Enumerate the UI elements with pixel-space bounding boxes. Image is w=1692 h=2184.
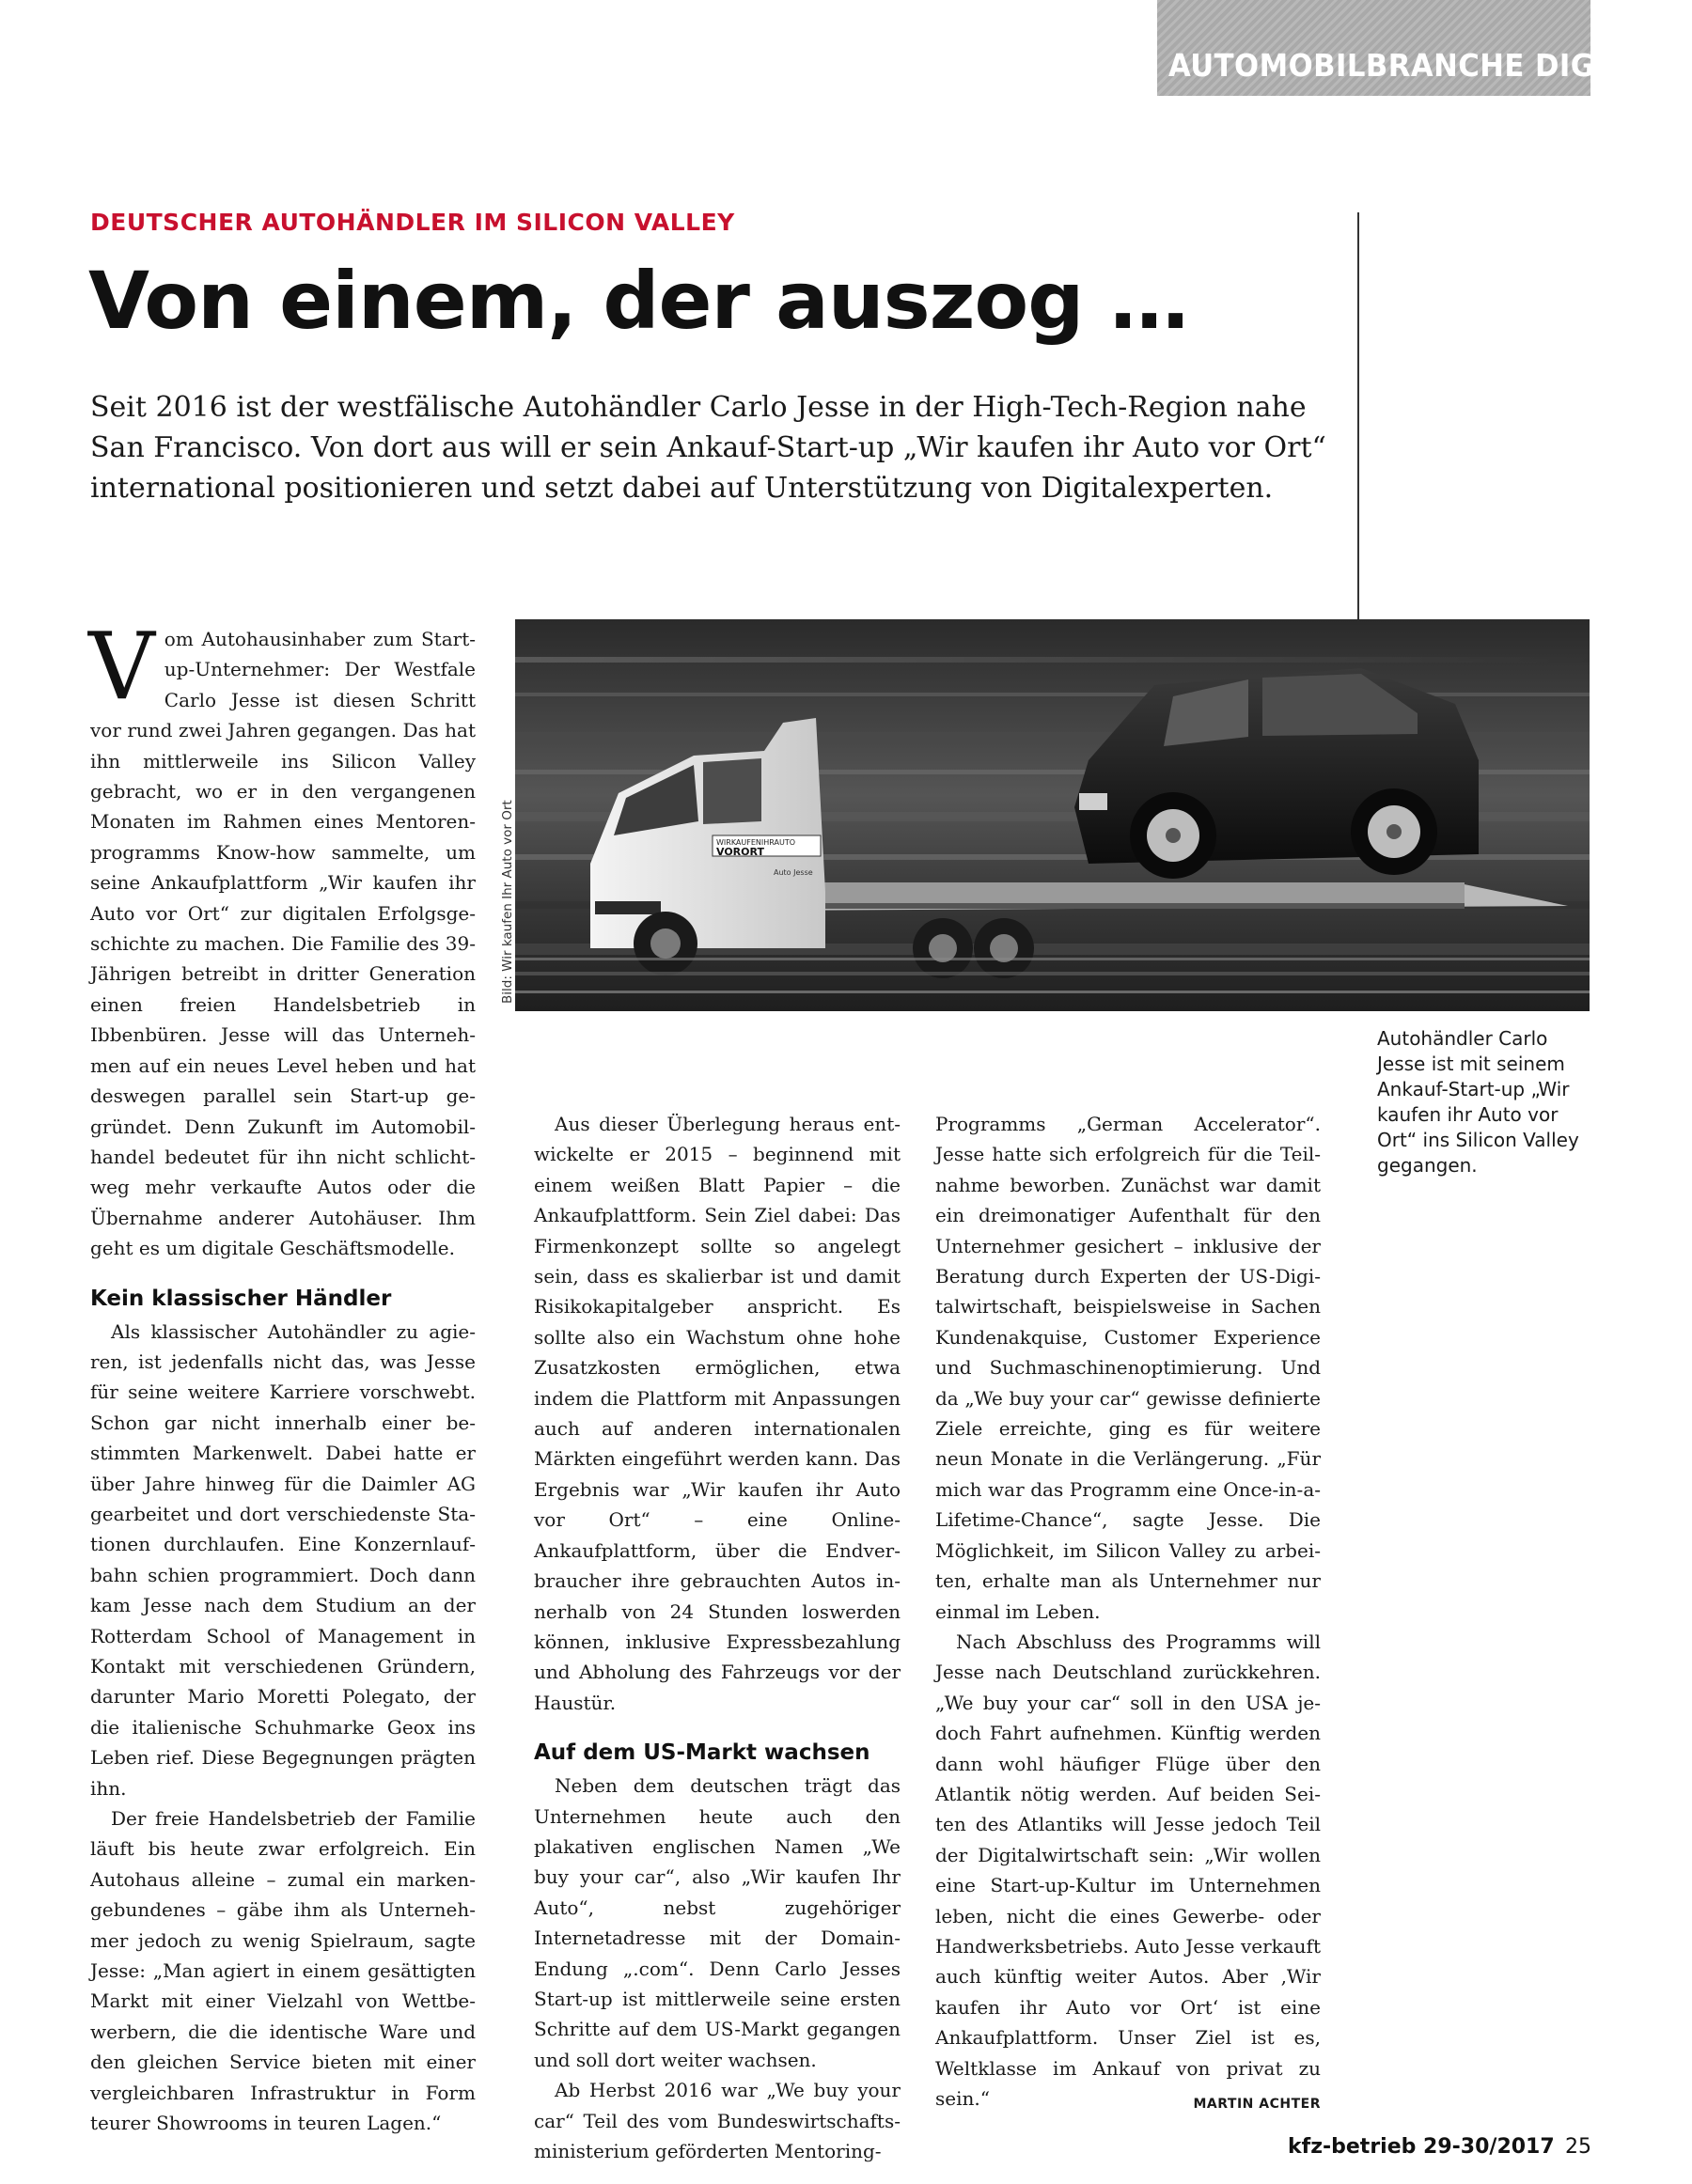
body-paragraph [935,1627,1321,2114]
lead-line: San Francisco. Von dort aus will er sein Ankauf-Start-up „Wir kaufen ihr Auto vor Ort“ [90,431,1326,464]
drop-cap: V [88,614,155,721]
subheading: Auf dem US-Markt wachsen [534,1740,870,1766]
truck-door-text: Auto Jesse [774,868,813,877]
subheading: Kein klassischer Händler [90,1286,392,1311]
body-paragraph: Neben dem deutschen trägt das Unternehmen heute auch den plakativen englischen Namen „We buy your car“, also „Wir kaufen Ihr Auto“, nebst zugehöriger Internetadresse mit der Domain-Endung „.com“. Denn Carlo Jesses Start-up ist mittlerweile seine ersten Schritte auf dem US-Markt gegangen und soll dort weiter wachsen. [534,1774,901,2071]
section-label: AUTOMOBILBRANCHE DIGITAL [1168,47,1666,84]
truck-sign-top: WIRKAUFENIHRAUTO [716,838,796,847]
paragraph-text: Nach Abschluss des Programms will Jesse nach Deutschland zurückkehren. „We buy your car“ soll in den USA jedoch Fahrt aufnehmen. Künftig werden dann wohl häufiger Flüge über den Atlantik nötig werden. Auf beiden Seiten des Atlantiks will Jesse jedoch Teil der Digitalwirtschaft sein: „Wir wollen eine Start-up-Kultur im Unternehmen leben, nicht die eines Gewerbe- oder Handwerksbetriebs. Auto Jesse verkauft auch künftig weiter Autos. Aber ‚Wir kaufen ihr Auto vor Ort‘ ist eine Ankaufplattform. Unser Ziel ist es, Weltklasse im Ankauf von privat zu sein.“ [935,1630,1321,2110]
article-headline: Von einem, der auszog … [88,255,1188,347]
truck-sign-bottom: VORORT [716,846,764,858]
text-column-3 [935,1109,1321,2119]
publication-footer: kfz-betrieb 29-30/2017 [1288,2135,1555,2159]
body-paragraph: Der freie Handelsbetrieb der Familie läuft bis heute zwar erfolgreich. Ein Autohaus alleine – zumal ein markengebundenes – gäbe ihm als Unternehmer jedoch zu wenig Spielraum, sagte Jesse: „Man agiert in einem gesättigten Markt mit einer Vielzahl von Wettbewerbern, die die identische Ware und den gleichen Service bieten mit einer vergleichbaren Infrastruktur in Form teurer Showrooms in teuren Lagen.“ [90,1807,476,2135]
caption-line: Jesse ist mit seinem [1377,1053,1565,1075]
page-number: 25 [1565,2135,1591,2159]
article-lead [90,387,1326,508]
photo-caption [1377,1026,1579,1178]
paragraph-text: om Autohausinhaber zum Start-up-Unternehmer: Der Westfale Carlo Jesse ist diesen Schritt vor rund zwei Jahren gegangen. Das hat ihn mittlerweile ins Silicon Valley gebracht, wo er in den vergangenen Monaten im Rahmen eines Mentorenprogramms Know-how sammelte, um seine Ankaufplattform „Wir kaufen ihr Auto vor Ort“ zur digitalen Erfolgsgeschichte zu machen. Die Familie des 39-Jährigen betreibt in dritter Generation einen freien Handelsbetrieb in Ibbenbüren. Jesse will das Unternehmen auf ein neues Level heben und hat deswegen parallel sein Start-up gegründet. Denn Zukunft im Automobilhandel bedeutet für ihn nicht schlichtweg mehr verkaufte Autos oder die Übernahme anderer Autohäuser. Ihm geht es um digitale Geschäftsmodelle. [90,628,476,1260]
lead-line: international positionieren und setzt dabei auf Unterstützung von Digitalexperten. [90,472,1274,505]
article-kicker: DEUTSCHER AUTOHÄNDLER IM SILICON VALLEY [90,209,735,236]
photo-credit: Bild: Wir kaufen Ihr Auto vor Ort [500,800,515,1004]
caption-line: Autohändler Carlo [1377,1027,1548,1050]
text-column-2 [534,1109,901,2166]
body-paragraph [88,614,476,1264]
caption-line: Ankauf-Start-up „Wir [1377,1078,1570,1100]
text-column-1 [88,614,476,2139]
body-paragraph: Aus dieser Überlegung heraus entwickelte er 2015 – beginnend mit einem weißen Blatt Papier – die Ankaufplattform. Sein Ziel dabei: Das Firmenkonzept sollte so angelegt sein, dass es skalierbar ist und damit Risikokapitalgeber anspricht. Es sollte also ein Wachstum ohne hohe Zusatzkosten ermöglichen, etwa indem die Plattform mit Anpassungen auch auf anderen internationalen Märkten eingeführt werden kann. Das Ergebnis war „Wir kaufen ihr Auto vor Ort“ – eine Online-Ankaufplattform, über die Endverbraucher ihre gebrauchten Autos innerhalb von 24 Stunden loswerden können, inklusive Expressbezahlung und Abholung des Fahrzeugs vor der Haustür. [534,1113,901,1714]
column-divider [1357,212,1359,626]
caption-line: kaufen ihr Auto vor [1377,1103,1559,1126]
body-paragraph: Programms „German Accelerator“. Jesse hatte sich erfolgreich für die Teilnahme beworben. Zunächst war damit ein dreimonatiger Aufenthalt für den Unternehmer gesichert – inklusive der Beratung durch Experten der US-Digitalwirtschaft, beispielsweise in Sachen Kundenakquise, Customer Experience und Suchmaschinenoptimierung. Und da „We buy your car“ gewisse definierte Ziele erreichte, ging es für weitere neun Monate in die Verlängerung. „Für mich war das Programm eine Once-in-a-Lifetime-Chance“, sagte Jesse. Die Möglichkeit, im Silicon Valley zu arbeiten, erhalte man als Unternehmer nur einmal im Leben. [935,1113,1321,1623]
caption-line: gegangen. [1377,1154,1478,1177]
article-photo [515,619,1590,1011]
author-byline: MARTIN ACHTER [1193,2097,1321,2112]
caption-line: Ort“ ins Silicon Valley [1377,1129,1579,1151]
body-paragraph: Als klassischer Autohändler zu agieren, ist jedenfalls nicht das, was Jesse für seine weitere Karriere vorschwebt. Schon gar nicht innerhalb einer bestimmten Markenwelt. Dabei hatte er über Jahre hinweg für die Daimler AG gearbeitet und dort verschiedenste Stationen durchlaufen. Eine Konzernlaufbahn schien programmiert. Doch dann kam Jesse nach dem Studium an der Rotterdam School of Management in Kontakt mit verschiedenen Gründern, darunter Mario Moretti Polegato, der die italienische Schuhmarke Geox ins Leben rief. Diese Begegnungen prägten ihn. [90,1319,476,1800]
body-paragraph: Ab Herbst 2016 war „We buy your car“ Teil des vom Bundeswirtschaftsministerium geförderten Mentoring- [534,2079,901,2162]
lead-line: Seit 2016 ist der westfälische Autohändler Carlo Jesse in der High-Tech-Region nahe [90,391,1307,424]
